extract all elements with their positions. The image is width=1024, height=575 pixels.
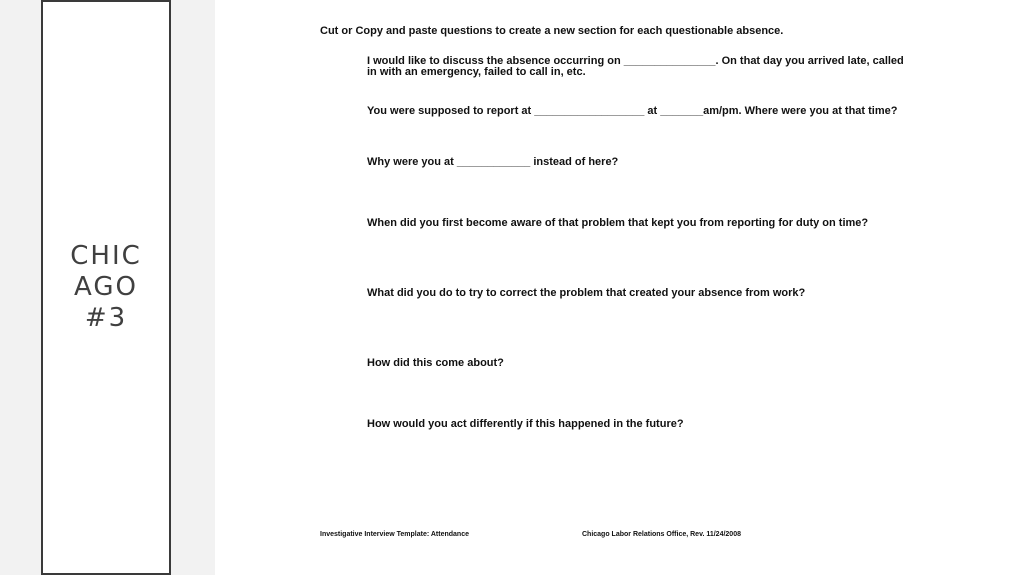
footer-office-revision: Chicago Labor Relations Office, Rev. 11/24/2008 [582,531,741,538]
document-image [215,0,1024,575]
question-6: How did this come about? [367,357,504,369]
question-2: You were supposed to report at __________________ at _______am/pm. Where were you at that time? [367,105,898,117]
footer-template-name: Investigative Interview Template: Attendance [320,531,469,538]
slide-title: CHICAGO #3 [70,241,142,333]
title-panel [41,0,171,575]
question-7: How would you act differently if this happened in the future? [367,418,684,430]
document-heading: Cut or Copy and paste questions to create a new section for each questionable absence. [320,25,784,37]
question-3: Why were you at ____________ instead of here? [367,156,619,168]
question-1: I would like to discuss the absence occurring on _______________. On that day you arrived late, called in with an emergency, failed to call in, etc. [367,55,904,78]
question-5: What did you do to try to correct the problem that created your absence from work? [367,287,806,299]
question-4: When did you first become aware of that problem that kept you from reporting for duty on time? [367,217,869,229]
